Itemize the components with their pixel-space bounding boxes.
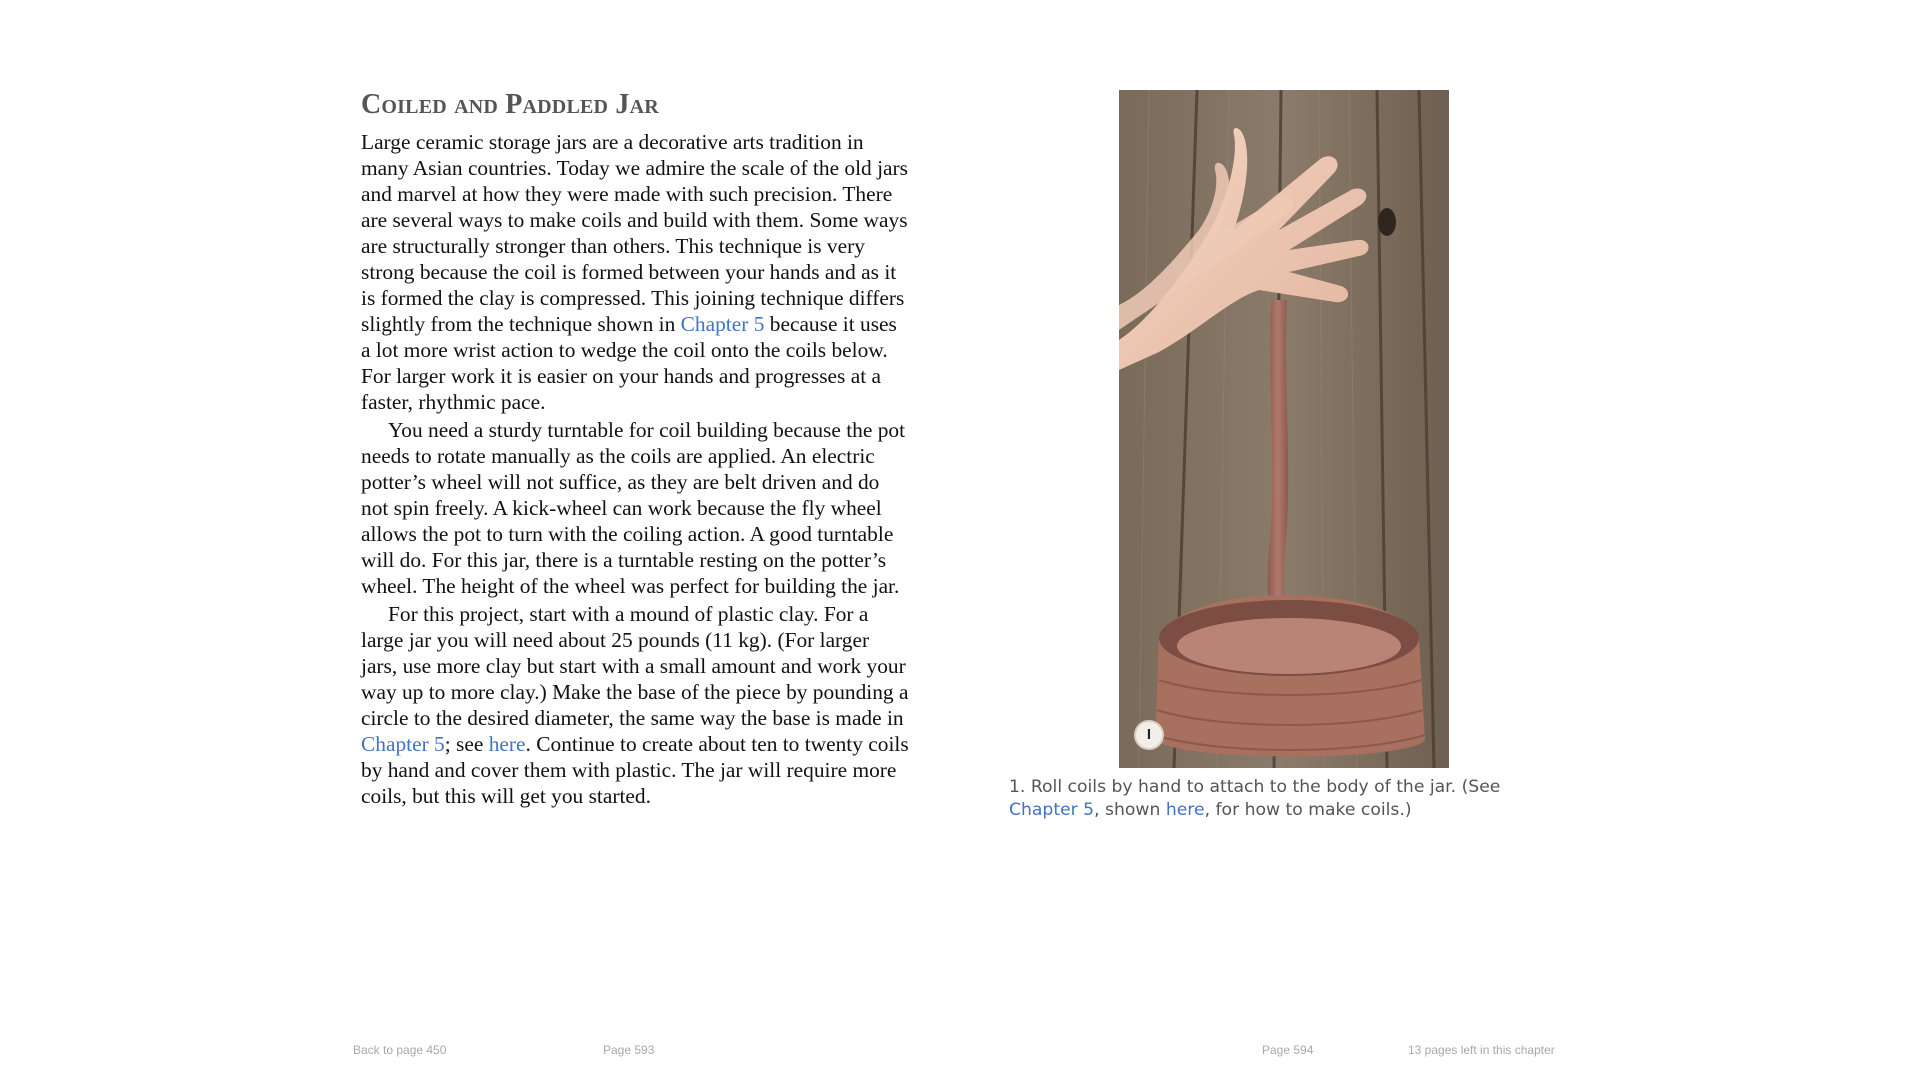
pages-left-indicator: 13 pages left in this chapter — [1408, 1043, 1555, 1057]
caption-text-b: , shown — [1094, 800, 1166, 820]
caption-chapter-5-link[interactable]: Chapter 5 — [1009, 800, 1095, 820]
paragraph-3-text-c: . Continue to create about ten to twenty coils by hand and cover them with plastic. The jar will require more coils, but this will get you started. — [361, 732, 909, 808]
page-number-left: Page 593 — [603, 1043, 655, 1057]
figure-number-badge: I — [1134, 720, 1164, 750]
wood-knot — [1378, 208, 1396, 236]
left-page-text — [361, 87, 909, 811]
caption-text-a: 1. Roll coils by hand to attach to the body of the jar. (See — [1009, 777, 1501, 797]
chapter-5-link-2[interactable]: Chapter 5 — [361, 732, 445, 756]
caption-here-link[interactable]: here — [1165, 800, 1205, 820]
paragraph-2: You need a sturdy turntable for coil building because the pot needs to rotate manually as the coils are applied. An electric potter’s wheel will not suffice, as they are belt driven and do not spin freely. A kick-wheel can work because the fly wheel allows the pot to turn with the coiling action. A good turntable will do. For this jar, there is a turntable resting on the potter’s wheel. The height of the wheel was perfect for building the jar. — [361, 418, 906, 598]
paragraph-1-text-a: Large ceramic storage jars are a decorative arts tradition in many Asian countries. Today we admire the scale of the old jars and marvel at how they were made with such precision. There are several ways to make coils and build with them. Some ways are structurally stronger than others. This technique is very strong because the coil is formed between your hands and as it is formed the clay is compressed. This joining technique differs slightly from the technique shown in — [361, 130, 908, 336]
figure-caption — [1009, 776, 1569, 822]
section-heading: Coiled and Paddled Jar — [361, 89, 659, 120]
paragraph-1-text-b: because it uses a lot more wrist action to wedge the coil onto the coils below. For larger work it is easier on your hands and progresses at a faster, rhythmic pace. — [361, 312, 897, 414]
back-to-page-link[interactable]: Back to page 450 — [353, 1043, 447, 1057]
here-link[interactable]: here — [488, 732, 526, 756]
caption-text-c: , for how to make coils.) — [1204, 800, 1412, 820]
page-number-right: Page 594 — [1262, 1043, 1314, 1057]
paragraph-3-text-b: ; see — [444, 732, 489, 756]
paragraph-3-text-a: For this project, start with a mound of plastic clay. For a large jar you will need about 25 pounds (11 kg). (For larger jars, use more clay but start with a small amount and work your way up to more clay.) Make the base of the piece by pounding a circle to the desired diameter, the same way the base is made in — [361, 602, 909, 730]
chapter-5-link[interactable]: Chapter 5 — [680, 312, 765, 336]
clay-jar-inner — [1177, 618, 1401, 674]
photo-illustration — [1119, 90, 1449, 768]
paragraph-3 — [361, 601, 909, 809]
paragraph-1 — [361, 129, 909, 415]
figure-photo[interactable] — [1119, 90, 1449, 768]
